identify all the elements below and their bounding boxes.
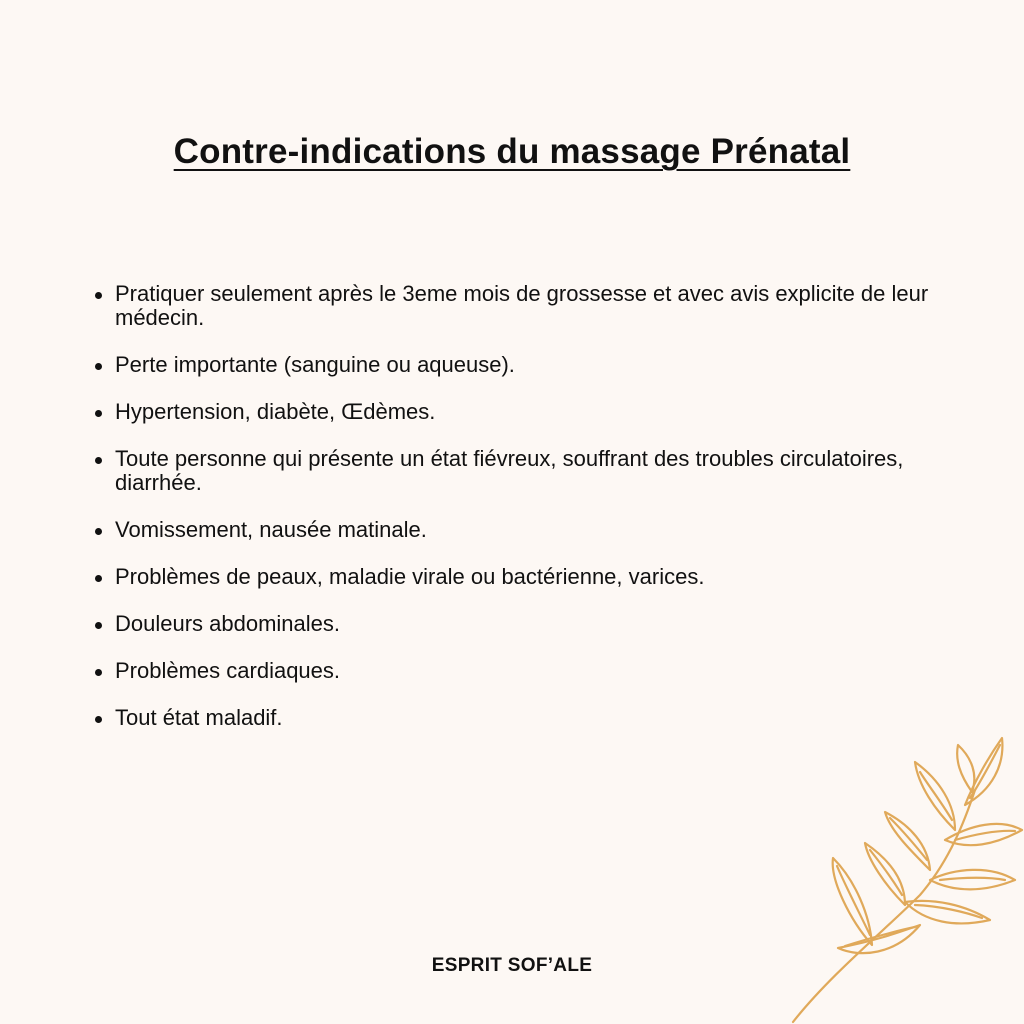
list-item xyxy=(115,659,935,683)
bullet-icon xyxy=(95,410,102,417)
list-item xyxy=(115,565,935,589)
list-item-text: Pratiquer seulement après le 3eme mois de grossesse et avec avis explicite de leur médecin. xyxy=(115,281,929,330)
page-title: Contre-indications du massage Prénatal xyxy=(173,132,851,171)
contraindications-list xyxy=(115,282,935,753)
list-item-text: Perte importante (sanguine ou aqueuse). xyxy=(115,352,515,377)
bullet-icon xyxy=(95,363,102,370)
list-item xyxy=(115,353,935,377)
bullet-icon xyxy=(95,669,102,676)
leaf-branch-icon xyxy=(780,730,1024,1024)
list-item-text: Hypertension, diabète, Œdèmes. xyxy=(115,399,436,424)
bullet-icon xyxy=(95,292,102,299)
list-item xyxy=(115,282,935,330)
list-item-text: Tout état maladif. xyxy=(115,705,283,730)
list-item xyxy=(115,518,935,542)
list-item-text: Vomissement, nausée matinale. xyxy=(115,517,427,542)
list-item-text: Douleurs abdominales. xyxy=(115,611,341,636)
brand-footer: ESPRIT SOF’ALE xyxy=(431,955,593,976)
list-item-text: Problèmes de peaux, maladie virale ou bactérienne, varices. xyxy=(115,564,705,589)
bullet-icon xyxy=(95,457,102,464)
list-item-text: Toute personne qui présente un état fiévreux, souffrant des troubles circulatoires, diarrhée. xyxy=(115,446,904,495)
bullet-icon xyxy=(95,716,102,723)
list-item xyxy=(115,706,935,730)
bullet-icon xyxy=(95,575,102,582)
bullet-icon xyxy=(95,528,102,535)
list-item-text: Problèmes cardiaques. xyxy=(115,658,341,683)
list-item xyxy=(115,400,935,424)
list-item xyxy=(115,612,935,636)
bullet-icon xyxy=(95,622,102,629)
list-item xyxy=(115,447,935,495)
